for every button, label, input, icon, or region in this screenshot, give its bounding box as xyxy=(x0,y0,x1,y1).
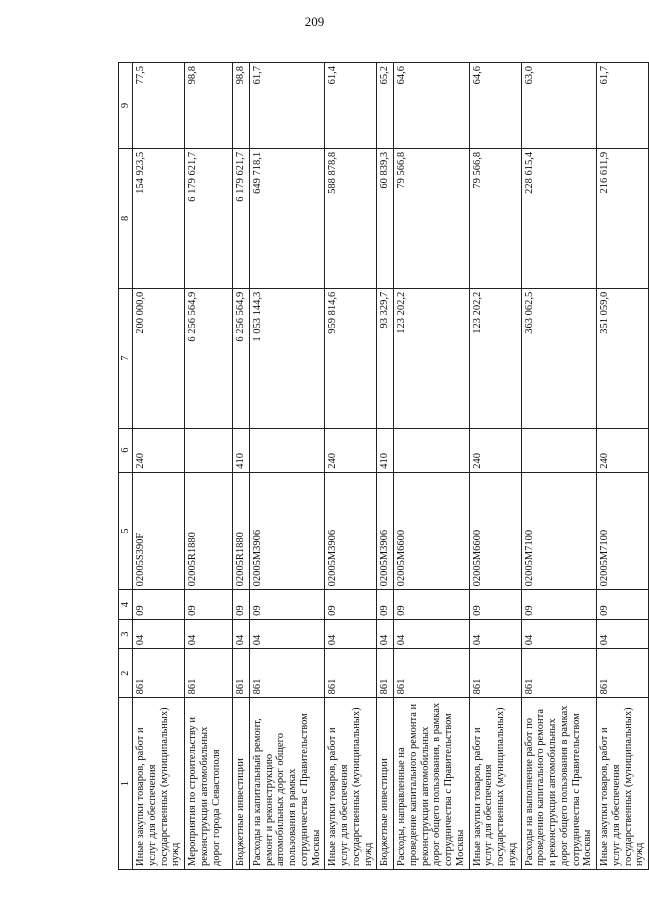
table-row xyxy=(233,63,250,870)
table-row xyxy=(394,63,470,870)
section-cell: 04 xyxy=(133,619,185,648)
row-name-cell: Бюджетные инвестиции xyxy=(233,698,250,870)
budget-table xyxy=(118,62,649,870)
percent-cell: 61,7 xyxy=(249,63,325,149)
planned-amount-cell: 351 059,0 xyxy=(597,288,649,428)
row-name-cell: Иные закупки товаров, работ и услуг для обеспечения государственных (муниципальных) нужд xyxy=(133,698,185,870)
percent-cell: 61,7 xyxy=(597,63,649,149)
row-name-cell: Мероприятия по строительству и реконструкции автомобильных дорог города Севастополя xyxy=(185,698,233,870)
expense-type-cell xyxy=(185,428,233,472)
executed-amount-cell: 228 615,4 xyxy=(521,148,597,288)
planned-amount-cell: 6 256 564,9 xyxy=(233,288,250,428)
header-cell-9: 9 xyxy=(119,63,133,149)
expense-type-cell: 240 xyxy=(325,428,377,472)
executed-amount-cell: 79 566,8 xyxy=(394,148,470,288)
expense-type-cell: 410 xyxy=(377,428,394,472)
target-article-cell: 02005M7100 xyxy=(521,472,597,590)
row-name-cell: Расходы, направленные на проведение капитального ремонта и реконструкции автомобильных дорог общего пользования, в рамках сотрудничества с Правительством Москвы xyxy=(394,698,470,870)
section-cell: 04 xyxy=(377,619,394,648)
section-cell: 04 xyxy=(597,619,649,648)
code-cell: 861 xyxy=(597,649,649,698)
subsection-cell: 09 xyxy=(133,590,185,619)
target-article-cell: 02005M3906 xyxy=(377,472,394,590)
percent-cell: 77,5 xyxy=(133,63,185,149)
target-article-cell: 02005M3906 xyxy=(249,472,325,590)
executed-amount-cell: 79 566,8 xyxy=(469,148,521,288)
code-cell: 861 xyxy=(185,649,233,698)
subsection-cell: 09 xyxy=(249,590,325,619)
subsection-cell: 09 xyxy=(394,590,470,619)
header-cell-7: 7 xyxy=(119,288,133,428)
code-cell: 861 xyxy=(249,649,325,698)
subsection-cell: 09 xyxy=(233,590,250,619)
expense-type-cell: 240 xyxy=(469,428,521,472)
planned-amount-cell: 959 814,6 xyxy=(325,288,377,428)
code-cell: 861 xyxy=(133,649,185,698)
table-row xyxy=(597,63,649,870)
table-body xyxy=(119,63,649,870)
target-article-cell: 02005M7100 xyxy=(597,472,649,590)
expense-type-cell: 410 xyxy=(233,428,250,472)
executed-amount-cell: 154 923,5 xyxy=(133,148,185,288)
table-row xyxy=(469,63,521,870)
header-row xyxy=(119,63,133,870)
planned-amount-cell: 123 202,2 xyxy=(469,288,521,428)
target-article-cell: 02005R1880 xyxy=(185,472,233,590)
code-cell: 861 xyxy=(521,649,597,698)
percent-cell: 65,2 xyxy=(377,63,394,149)
row-name-cell: Бюджетные инвестиции xyxy=(377,698,394,870)
code-cell: 861 xyxy=(325,649,377,698)
expense-type-cell: 240 xyxy=(597,428,649,472)
subsection-cell: 09 xyxy=(377,590,394,619)
expense-type-cell xyxy=(249,428,325,472)
table-row xyxy=(325,63,377,870)
code-cell: 861 xyxy=(377,649,394,698)
section-cell: 04 xyxy=(325,619,377,648)
subsection-cell: 09 xyxy=(597,590,649,619)
table-row xyxy=(133,63,185,870)
executed-amount-cell: 6 179 621,7 xyxy=(185,148,233,288)
subsection-cell: 09 xyxy=(325,590,377,619)
row-name-cell: Иные закупки товаров, работ и услуг для обеспечения государственных (муниципальных) нужд xyxy=(325,698,377,870)
section-cell: 04 xyxy=(185,619,233,648)
code-cell: 861 xyxy=(233,649,250,698)
target-article-cell: 02005M3906 xyxy=(325,472,377,590)
section-cell: 04 xyxy=(233,619,250,648)
row-name-cell: Расходы на капитальный ремонт, ремонт и реконструкцию автомобильных дорог общего пользования в рамках сотрудничества с Правительством Москвы xyxy=(249,698,325,870)
planned-amount-cell: 200 000,0 xyxy=(133,288,185,428)
row-name-cell: Расходы на выполнение работ по проведению капитального ремонта и реконструкции автомобильных дорог общего пользования в рамках сотрудничества с Правительством Москвы xyxy=(521,698,597,870)
section-cell: 04 xyxy=(469,619,521,648)
section-cell: 04 xyxy=(521,619,597,648)
percent-cell: 61,4 xyxy=(325,63,377,149)
percent-cell: 98,8 xyxy=(233,63,250,149)
executed-amount-cell: 60 839,3 xyxy=(377,148,394,288)
header-cell-5: 5 xyxy=(119,472,133,590)
table-row xyxy=(521,63,597,870)
table-row xyxy=(377,63,394,870)
header-cell-4: 4 xyxy=(119,590,133,619)
section-cell: 04 xyxy=(249,619,325,648)
target-article-cell: 02005R1880 xyxy=(233,472,250,590)
row-name-cell: Иные закупки товаров, работ и услуг для обеспечения государственных (муниципальных) нужд xyxy=(597,698,649,870)
target-article-cell: 02005M6600 xyxy=(469,472,521,590)
header-cell-2: 2 xyxy=(119,649,133,698)
planned-amount-cell: 6 256 564,9 xyxy=(185,288,233,428)
subsection-cell: 09 xyxy=(521,590,597,619)
table-row xyxy=(185,63,233,870)
planned-amount-cell: 1 053 144,3 xyxy=(249,288,325,428)
header-cell-3: 3 xyxy=(119,619,133,648)
subsection-cell: 09 xyxy=(185,590,233,619)
rotated-table-container xyxy=(118,62,646,870)
header-cell-6: 6 xyxy=(119,428,133,472)
header-cell-8: 8 xyxy=(119,148,133,288)
header-cell-1: 1 xyxy=(119,698,133,870)
executed-amount-cell: 216 611,9 xyxy=(597,148,649,288)
percent-cell: 64,6 xyxy=(469,63,521,149)
executed-amount-cell: 649 718,1 xyxy=(249,148,325,288)
percent-cell: 63,0 xyxy=(521,63,597,149)
target-article-cell: 02005M6600 xyxy=(394,472,470,590)
expense-type-cell xyxy=(521,428,597,472)
page-number: 209 xyxy=(304,14,325,29)
planned-amount-cell: 363 062,5 xyxy=(521,288,597,428)
section-cell: 04 xyxy=(394,619,470,648)
executed-amount-cell: 588 878,8 xyxy=(325,148,377,288)
expense-type-cell: 240 xyxy=(133,428,185,472)
code-cell: 861 xyxy=(394,649,470,698)
subsection-cell: 09 xyxy=(469,590,521,619)
planned-amount-cell: 93 329,7 xyxy=(377,288,394,428)
percent-cell: 98,8 xyxy=(185,63,233,149)
executed-amount-cell: 6 179 621,7 xyxy=(233,148,250,288)
expense-type-cell xyxy=(394,428,470,472)
target-article-cell: 02005S390F xyxy=(133,472,185,590)
percent-cell: 64,6 xyxy=(394,63,470,149)
table-row xyxy=(249,63,325,870)
row-name-cell: Иные закупки товаров, работ и услуг для обеспечения государственных (муниципальных) нужд xyxy=(469,698,521,870)
code-cell: 861 xyxy=(469,649,521,698)
planned-amount-cell: 123 202,2 xyxy=(394,288,470,428)
